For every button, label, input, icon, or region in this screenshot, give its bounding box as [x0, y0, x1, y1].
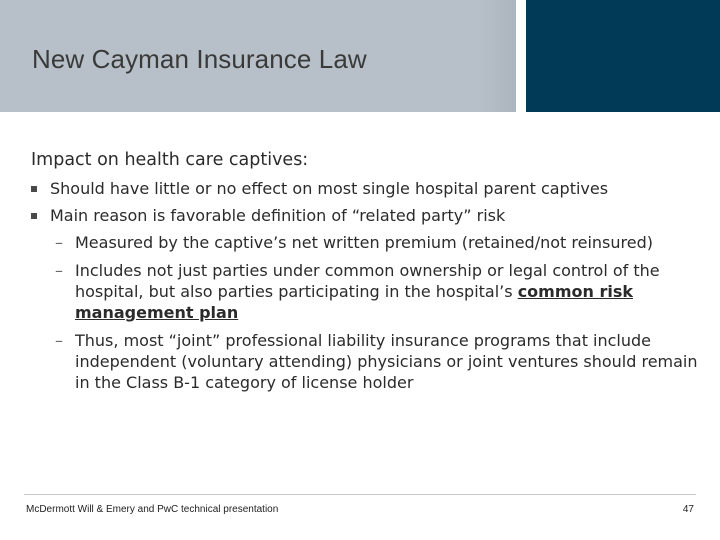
page-number: 47 [682, 504, 694, 515]
header-divider [516, 0, 526, 112]
footer-text: McDermott Will & Emery and PwC technical presentation [26, 504, 279, 515]
header-accent-block [526, 0, 720, 112]
sub-bullet-item [31, 330, 701, 393]
bullet-item [31, 205, 701, 226]
dash-bullet-icon: – [55, 261, 63, 280]
title-band-shade [476, 0, 516, 112]
footer-divider [24, 494, 696, 495]
sub-bullet-text: Thus, most “joint” professional liability insurance programs that include independent (voluntary attending) physicians or joint ventures should remain in the Class B-1 category of license holder [75, 331, 698, 392]
bullet-item [31, 178, 701, 199]
bullet-text: Main reason is favorable definition of “related party” risk [50, 206, 506, 225]
sub-bullet-item [31, 260, 701, 323]
sub-bullet-text: Measured by the captive’s net written premium (retained/not reinsured) [75, 233, 653, 252]
emphasized-text: common risk management plan [75, 282, 633, 322]
lead-text: Impact on health care captives: [31, 150, 309, 170]
square-bullet-icon [31, 186, 37, 192]
slide-title: New Cayman Insurance Law [32, 44, 367, 74]
sub-bullet-text: Includes not just parties under common ownership or legal control of the hospital, but also parties participating in the hospital’s [75, 261, 660, 301]
sub-bullet-item [31, 232, 701, 253]
square-bullet-icon [31, 213, 37, 219]
dash-bullet-icon: – [55, 331, 63, 350]
dash-bullet-icon: – [55, 233, 63, 252]
slide-body [31, 150, 701, 400]
bullet-text: Should have little or no effect on most single hospital parent captives [50, 179, 609, 198]
